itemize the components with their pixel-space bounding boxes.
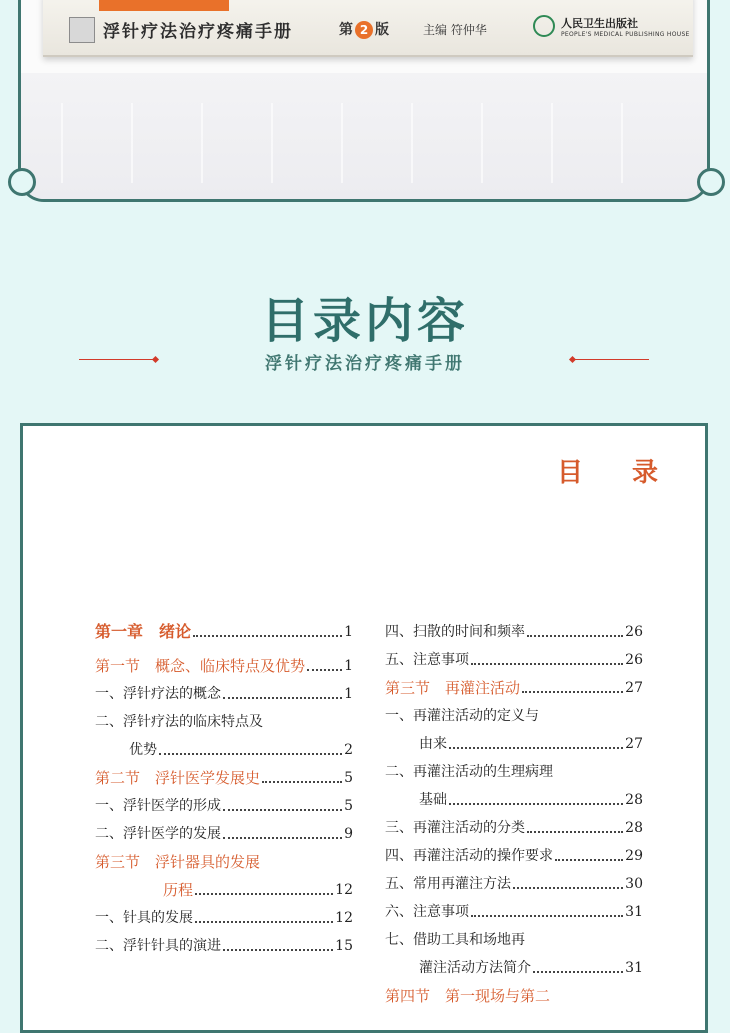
section-title: 目录内容: [260, 293, 469, 349]
toc-leader-dots: [262, 781, 342, 783]
toc-entry[interactable]: [385, 819, 643, 837]
editor-name: 符仲华: [450, 23, 487, 37]
toc-entry[interactable]: [95, 623, 353, 641]
toc-entry-label: 二、再灌注活动的生理病理: [385, 764, 553, 780]
toc-page-number: 2: [344, 742, 353, 758]
toc-entry[interactable]: [95, 937, 353, 955]
toc-entry-label: 第三节 浮针器具的发展: [95, 853, 261, 871]
shelf-texture: [61, 103, 667, 183]
toc-page-number: 15: [335, 938, 353, 954]
toc-page-number: 1: [344, 658, 353, 674]
series-logo-icon: [69, 17, 95, 43]
toc-page-number: 26: [625, 624, 643, 640]
toc-entry[interactable]: [385, 959, 643, 977]
toc-entry[interactable]: [95, 685, 353, 703]
toc-leader-dots: [533, 971, 623, 973]
toc-entry-label: 一、针具的发展: [95, 910, 193, 926]
toc-leader-dots: [513, 887, 623, 889]
toc-entry[interactable]: [385, 791, 643, 809]
toc-page-number: 5: [344, 770, 353, 786]
toc-page-number: 27: [625, 736, 643, 752]
toc-entry-label: 五、注意事项: [385, 652, 469, 668]
toc-leader-dots: [223, 837, 342, 839]
toc-entry-label: 二、浮针疗法的临床特点及: [95, 714, 263, 730]
toc-page-number: 31: [625, 960, 643, 976]
frame-corner-ornament: [8, 168, 36, 196]
toc-entry[interactable]: [95, 825, 353, 843]
toc-leader-dots: [471, 915, 623, 917]
toc-leader-dots: [159, 753, 342, 755]
toc-entry-label: 优势: [129, 742, 157, 758]
toc-entry[interactable]: [385, 679, 643, 697]
toc-entry-label: 一、浮针医学的形成: [95, 798, 221, 814]
toc-leader-dots: [527, 635, 623, 637]
toc-entry-label: 五、常用再灌注方法: [385, 876, 511, 892]
toc-page-number: 28: [625, 792, 643, 808]
toc-entry[interactable]: [95, 853, 353, 871]
toc-page-number: 12: [335, 910, 353, 926]
spine-orange-band: [99, 0, 229, 11]
toc-entry-label: 第一节 概念、临床特点及优势: [95, 657, 306, 675]
toc-entry[interactable]: [385, 875, 643, 893]
toc-leader-dots: [223, 809, 342, 811]
toc-entry-label: 四、扫散的时间和频率: [385, 624, 525, 640]
edition-prefix: 第: [339, 22, 353, 38]
toc-entry-label: 第二节 浮针医学发展史: [95, 769, 261, 787]
toc-entry-label: 第四节 第一现场与第二: [385, 987, 551, 1005]
toc-column-left: [95, 623, 353, 955]
toc-entry-label: 一、再灌注活动的定义与: [385, 708, 539, 724]
editor-role: 主编: [423, 23, 448, 37]
toc-leader-dots: [555, 859, 623, 861]
toc-leader-dots: [307, 669, 342, 671]
toc-column-right: [385, 623, 643, 1005]
publisher-logo-icon: [533, 15, 555, 37]
toc-page-number: 27: [625, 680, 643, 696]
toc-leader-dots: [449, 803, 623, 805]
edition-suffix: 版: [375, 22, 389, 38]
toc-entry-label: 三、再灌注活动的分类: [385, 820, 525, 836]
toc-entry-label: 基础: [419, 792, 447, 808]
toc-entry[interactable]: [385, 707, 643, 725]
toc-leader-dots: [223, 697, 342, 699]
toc-page-number: 30: [625, 876, 643, 892]
toc-entry[interactable]: [95, 769, 353, 787]
toc-page-number: 1: [344, 686, 353, 702]
toc-page-number: 9: [344, 826, 353, 842]
toc-leader-dots: [195, 893, 333, 895]
toc-entry-label: 第三节 再灌注活动: [385, 679, 521, 697]
toc-leader-dots: [527, 831, 623, 833]
toc-entry[interactable]: [95, 909, 353, 927]
toc-page-number: 26: [625, 652, 643, 668]
toc-page-number: 31: [625, 904, 643, 920]
toc-entry[interactable]: [385, 987, 643, 1005]
toc-leader-dots: [193, 635, 342, 637]
spine-editor: [423, 21, 487, 38]
toc-entry-label: 二、浮针医学的发展: [95, 826, 221, 842]
toc-leader-dots: [471, 663, 623, 665]
decorative-line-right: [573, 359, 649, 360]
toc-page-number: 28: [625, 820, 643, 836]
toc-leader-dots: [195, 921, 333, 923]
section-subtitle: 浮针疗法治疗疼痛手册: [265, 354, 465, 374]
publisher-name: 人民卫生出版社: [561, 17, 638, 30]
toc-entry[interactable]: [385, 735, 643, 753]
toc-entry-label: 第一章 绪论: [95, 622, 192, 641]
toc-leader-dots: [223, 949, 333, 951]
toc-entry-label: 四、再灌注活动的操作要求: [385, 848, 553, 864]
toc-entry[interactable]: [95, 741, 353, 759]
publisher-name-en: PEOPLE'S MEDICAL PUBLISHING HOUSE: [561, 31, 690, 38]
toc-entry-label: 六、注意事项: [385, 904, 469, 920]
toc-heading: 目 录: [557, 458, 679, 488]
toc-entry-label: 二、浮针针具的演进: [95, 938, 221, 954]
spine-edition: [339, 19, 389, 39]
toc-page-number: 5: [344, 798, 353, 814]
edition-number: 2: [355, 21, 373, 39]
toc-entry[interactable]: [385, 847, 643, 865]
toc-entry[interactable]: [385, 651, 643, 669]
toc-entry[interactable]: [95, 713, 353, 731]
toc-entry[interactable]: [385, 763, 643, 781]
toc-leader-dots: [449, 747, 623, 749]
toc-entry-label: 历程: [163, 881, 194, 899]
toc-page-number: 1: [344, 624, 353, 640]
book-spine: [43, 0, 693, 57]
book-photo-frame: [18, 0, 710, 202]
toc-page-number: 12: [335, 882, 353, 898]
toc-entry[interactable]: [95, 797, 353, 815]
toc-entry-label: 七、借助工具和场地再: [385, 932, 525, 948]
toc-page-number: 29: [625, 848, 643, 864]
spine-title: 浮针疗法治疗疼痛手册: [103, 22, 293, 42]
frame-corner-ornament: [697, 168, 725, 196]
toc-entry-label: 由来: [419, 736, 447, 752]
toc-entry-label: 一、浮针疗法的概念: [95, 686, 221, 702]
toc-entry-label: 灌注活动方法简介: [419, 960, 531, 976]
toc-page: [20, 423, 708, 1033]
toc-entry[interactable]: [385, 931, 643, 949]
toc-entry[interactable]: [385, 623, 643, 641]
toc-leader-dots: [522, 691, 623, 693]
toc-entry[interactable]: [95, 657, 353, 675]
toc-entry[interactable]: [95, 881, 353, 899]
toc-entry[interactable]: [385, 903, 643, 921]
